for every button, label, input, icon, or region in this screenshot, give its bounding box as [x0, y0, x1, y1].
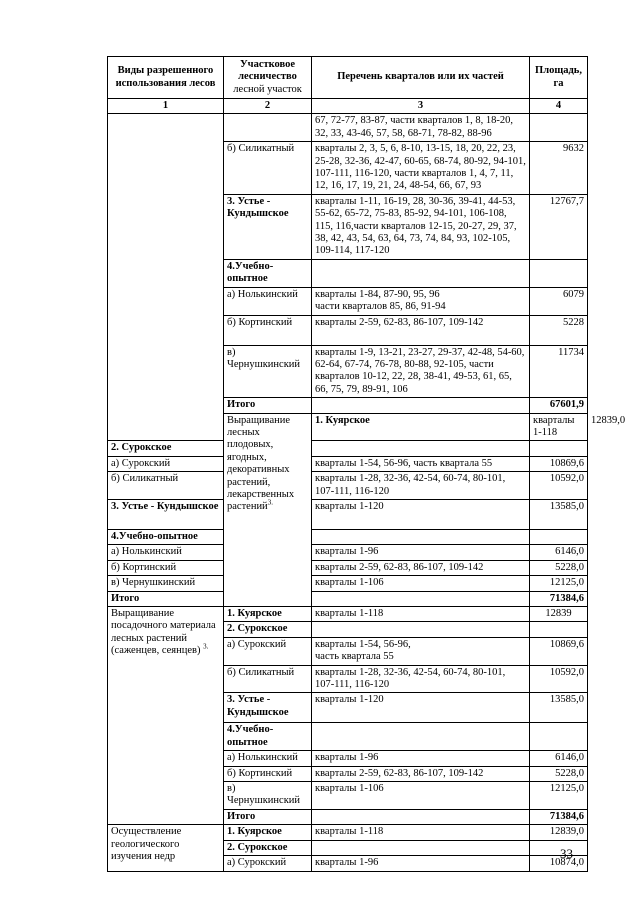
area-cell — [530, 441, 588, 456]
area-cell: 10869,6 — [530, 456, 588, 471]
use-type-cell: Осуществление геологического изучения недр — [108, 825, 224, 871]
quarters-cell — [312, 259, 530, 287]
area-cell — [530, 723, 588, 751]
index-cell-4: 4 — [530, 99, 588, 114]
quarters-cell: кварталы 1-28, 32-36, 42-54, 60-74, 80-101, 107-111, 116-120 — [312, 472, 530, 500]
quarters-cell: кварталы 1-120 — [312, 499, 530, 529]
forestry-cell: 1. Куярское — [224, 607, 312, 622]
header-use-type: Виды разрешенного использования лесов — [108, 57, 224, 99]
index-cell-3: 3 — [312, 99, 530, 114]
area-cell: 5228 — [530, 315, 588, 345]
area-cell: 13585,0 — [530, 693, 588, 723]
area-cell: 6079 — [530, 287, 588, 315]
forestry-cell: 2. Сурокское — [224, 622, 312, 637]
table-row — [108, 545, 588, 560]
use-type-text: Выращивание лесных плодовых, ягодных, декоративных растений, лекарственных растений — [227, 414, 295, 513]
quarters-cell: кварталы 2-59, 62-83, 86-107, 109-142 — [312, 560, 530, 575]
quarters-cell: кварталы 1-120 — [312, 693, 530, 723]
use-type-cell-continued — [108, 114, 224, 441]
use-type-cell — [224, 413, 312, 606]
quarters-cell: кварталы 1-11, 16-19, 28, 30-36, 39-41, 44-53, 55-62, 65-72, 75-83, 85-92, 94-101, 106-108, 115, 116,части кварталов 12-15, 20-27, 29, 37, 38, 42, 43, 54, 63, 64, 73, 74, 84, 93, 102-105, 109-114, 117-120 — [312, 194, 530, 259]
forestry-cell: 2. Сурокское — [108, 441, 224, 456]
total-label: Итого — [224, 809, 312, 824]
area-cell: 12767,7 — [530, 194, 588, 259]
quarters-cell: кварталы 1-96 — [312, 856, 530, 871]
area-cell: 11734 — [530, 345, 588, 398]
quarters-cell — [312, 287, 530, 315]
table-row — [108, 825, 588, 840]
forestry-cell: 3. Устье - Кундышское — [108, 499, 224, 529]
forestry-cell: а) Сурокский — [224, 637, 312, 665]
quarters-cell — [312, 723, 530, 751]
area-cell — [530, 529, 588, 544]
forestry-cell: б) Силикатный — [224, 142, 312, 195]
area-cell: 13585,0 — [530, 499, 588, 529]
forestry-cell: в) Чернушкинский — [224, 345, 312, 398]
header-forestry — [224, 57, 312, 99]
table-row — [108, 560, 588, 575]
forestry-cell: 4.Учебно-опытное — [108, 529, 224, 544]
table-row — [108, 472, 588, 500]
forestry-cell: а) Нолькинский — [224, 287, 312, 315]
quarters-cell — [312, 840, 530, 855]
forestry-cell: 3. Устье - Кундышское — [224, 693, 312, 723]
total-area: 71384,6 — [530, 809, 588, 824]
use-type-text: Выращивание посадочного материала лесных растений (саженцев, сеянцев) — [111, 608, 216, 657]
total-label: Итого — [108, 591, 224, 606]
table-header-row — [108, 57, 588, 99]
forestry-cell: 3. Устье - Кундышское — [224, 194, 312, 259]
table-row: Выращивание лесных плодовых, ягодных, декоративных растений, лекарственных растений$^{3.}$ 1. Куярское кварталы 1-118 12839,0 — [108, 413, 588, 441]
quarters-cell: кварталы 1-28, 32-36, 42-54, 60-74, 80-101, 107-111, 116-120 — [312, 665, 530, 693]
quarters-line: кварталы 1-84, 87-90, 95, 96 — [315, 288, 440, 300]
quarters-line: кварталы 1-54, 56-96, — [315, 638, 411, 650]
use-type-cell — [108, 607, 224, 825]
total-label: Итого — [224, 398, 312, 413]
forestry-cell: 4.Учебно-опытное — [224, 259, 312, 287]
forestry-cell: б) Кортинский — [108, 560, 224, 575]
area-cell — [530, 840, 588, 855]
area-cell: 6146,0 — [530, 751, 588, 766]
table-row — [108, 499, 588, 529]
forestry-cell: б) Кортинский — [224, 315, 312, 345]
quarters-cell: кварталы 1-54, 56-96, часть квартала 55 — [312, 456, 530, 471]
total-row — [108, 591, 588, 606]
area-cell: 5228,0 — [530, 766, 588, 781]
quarters-cell — [312, 622, 530, 637]
page-number: 33 — [560, 846, 573, 861]
area-cell — [530, 259, 588, 287]
forestry-cell: в) Чернушкинский — [224, 782, 312, 810]
quarters-cell — [312, 529, 530, 544]
table-row — [108, 607, 588, 622]
area-cell — [530, 622, 588, 637]
area-cell: 12839 — [530, 607, 588, 622]
footnote-mark: 3. — [203, 642, 209, 651]
table-row — [108, 576, 588, 591]
quarters-cell: кварталы 1-118 — [312, 607, 530, 622]
quarters-cell: 67, 72-77, 83-87, части кварталов 1, 8, 18-20, 32, 33, 43-46, 57, 58, 68-71, 78-82, 88-96 — [312, 114, 530, 142]
quarters-cell: кварталы 1-118 — [530, 413, 588, 441]
area-cell: 10869,6 — [530, 637, 588, 665]
quarters-line: часть квартала 55 — [315, 651, 394, 663]
quarters-cell: кварталы 2, 3, 5, 6, 8-10, 13-15, 18, 20, 22, 23, 25-28, 32-36, 42-47, 60-65, 68-74, 80-92, 94-101, 107-111, 116-120, части кварталов 1, 4, 7, 11, 12, 16, 17, 19, 21, 24, 48-54, 66, 67, 93 — [312, 142, 530, 195]
area-cell: 10592,0 — [530, 472, 588, 500]
area-cell: 12839,0 — [530, 825, 588, 840]
area-cell — [530, 114, 588, 142]
index-cell-2: 2 — [224, 99, 312, 114]
quarters-cell: кварталы 1-106 — [312, 782, 530, 810]
quarters-cell — [312, 441, 530, 456]
area-cell: 12125,0 — [530, 576, 588, 591]
area-cell: 6146,0 — [530, 545, 588, 560]
area-cell: 12125,0 — [530, 782, 588, 810]
header-forestry-title: Участковое лесничество — [238, 58, 297, 83]
forestry-cell: 1. Куярское — [224, 825, 312, 840]
quarters-cell — [312, 591, 530, 606]
header-forestry-sub: лесной участок — [233, 83, 302, 95]
quarters-cell — [312, 637, 530, 665]
quarters-cell: кварталы 1-118 — [312, 825, 530, 840]
forestry-cell: а) Сурокский — [224, 856, 312, 871]
quarters-line: части кварталов 85, 86, 91-94 — [315, 301, 446, 313]
header-area: Площадь, га — [530, 57, 588, 99]
forestry-cell: в) Чернушкинский — [108, 576, 224, 591]
area-cell: 10592,0 — [530, 665, 588, 693]
area-cell: 5228,0 — [530, 560, 588, 575]
forestry-cell: б) Силикатный — [224, 665, 312, 693]
forest-use-table — [107, 56, 626, 872]
total-area: 71384,6 — [530, 591, 588, 606]
forestry-cell: 1. Куярское — [312, 413, 530, 441]
header-quarters: Перечень кварталов или их частей — [312, 57, 530, 99]
quarters-cell — [312, 398, 530, 413]
quarters-cell: кварталы 1-106 — [312, 576, 530, 591]
forestry-cell — [224, 114, 312, 142]
footnote-mark: 3. — [267, 498, 273, 507]
total-area: 67601,9 — [530, 398, 588, 413]
area-cell: 10874,0 — [530, 856, 588, 871]
quarters-cell: кварталы 1-96 — [312, 545, 530, 560]
table-row — [108, 456, 588, 471]
quarters-cell: кварталы 2-59, 62-83, 86-107, 109-142 — [312, 315, 530, 345]
forestry-cell: б) Кортинский — [224, 766, 312, 781]
table-row — [108, 441, 588, 456]
forestry-cell: 4.Учебно-опытное — [224, 723, 312, 751]
area-cell: 9632 — [530, 142, 588, 195]
index-row — [108, 99, 588, 114]
quarters-cell: кварталы 1-96 — [312, 751, 530, 766]
forestry-cell: 2. Сурокское — [224, 840, 312, 855]
table-row — [108, 529, 588, 544]
forestry-cell: а) Нолькинский — [224, 751, 312, 766]
forestry-cell: б) Силикатный — [108, 472, 224, 500]
forestry-cell: а) Сурокский — [108, 456, 224, 471]
index-cell-1: 1 — [108, 99, 224, 114]
table-row — [108, 114, 588, 142]
quarters-cell — [312, 809, 530, 824]
forestry-cell: а) Нолькинский — [108, 545, 224, 560]
quarters-cell: кварталы 1-9, 13-21, 23-27, 29-37, 42-48, 54-60, 62-64, 67-74, 76-78, 80-88, 92-105, части кварталов 10-12, 22, 28, 38-41, 49-53, 61, 65, 66, 75, 79, 89-91, 106 — [312, 345, 530, 398]
quarters-cell: кварталы 2-59, 62-83, 86-107, 109-142 — [312, 766, 530, 781]
